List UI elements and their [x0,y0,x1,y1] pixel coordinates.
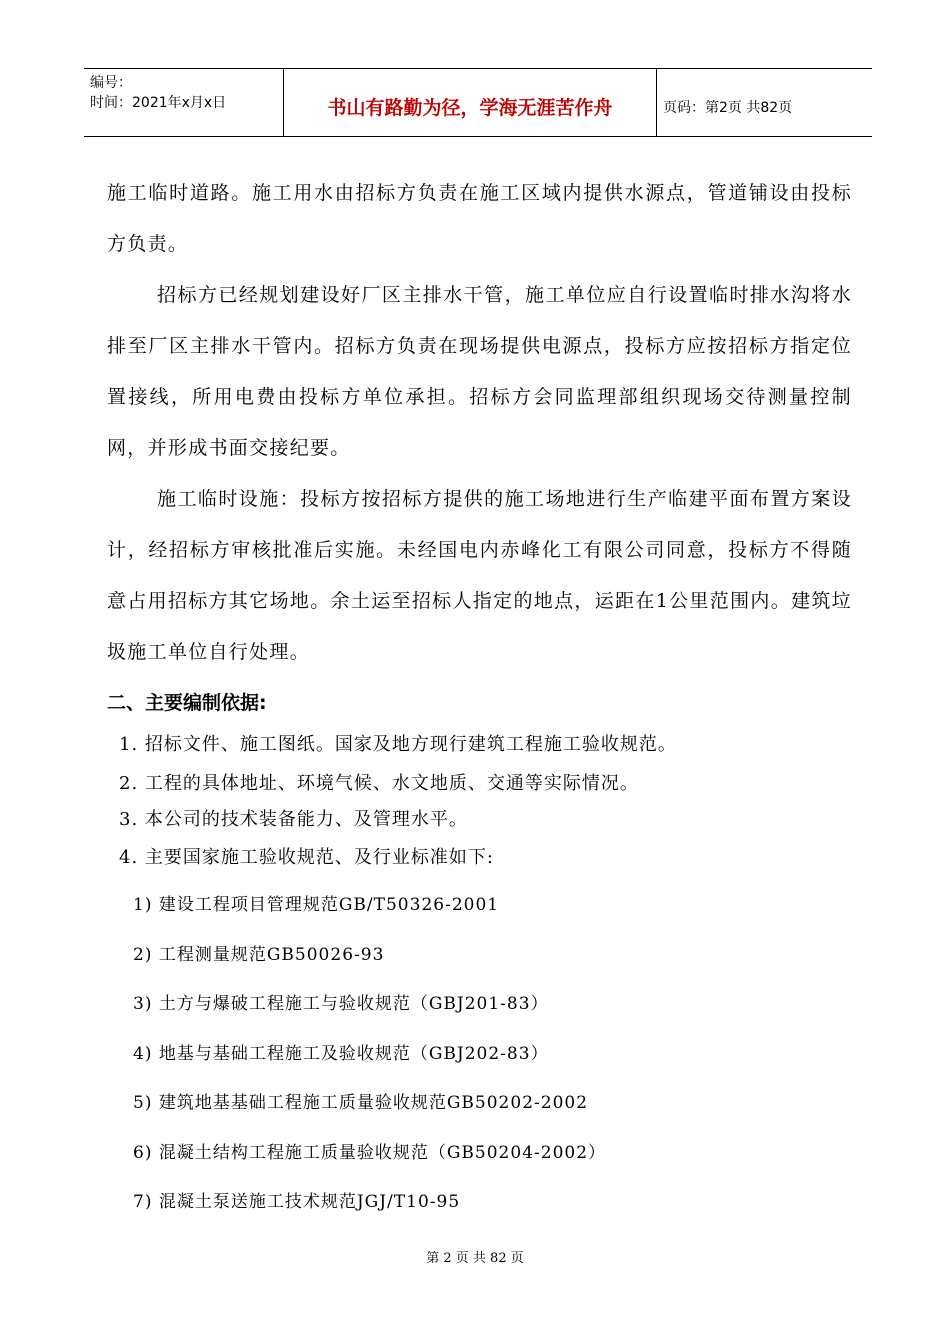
standard-item: 5) 建筑地基基础工程施工质量验收规范GB50202-2002 [133,1093,589,1113]
standard-item: 6) 混凝土结构工程施工质量验收规范（GB50204-2002） [133,1142,607,1163]
document-body [107,168,852,1239]
document-header [84,68,872,137]
header-meta [84,69,284,136]
page-footer: 第 2 页 共 82 页 [426,1251,524,1266]
basis-list [107,718,852,882]
list-item: 3. 本公司的技术装备能力、及管理水平。 [119,809,468,830]
paragraph-2: 招标方已经规划建设好厂区主排水干管，施工单位应自行设置临时排水沟将水排至厂区主排水干管内。招标方负责在现场提供电源点，投标方应按招标方指定位置接线，所用电费由投标方单位承担。招标方会同监理部组织现场交待测量控制网，并形成书面交接纪要。 [107,284,852,459]
section-title: 二、主要编制依据: [107,692,267,714]
standard-item: 4) 地基与基础工程施工及验收规范（GBJ202-83） [133,1043,549,1064]
header-date: 时间：2021年x月x日 [90,95,227,111]
standard-item: 2) 工程测量规范GB50026-93 [133,944,385,965]
list-item: 2. 工程的具体地址、环境气候、水文地质、交通等实际情况。 [119,773,639,794]
header-motto: 书山有路勤为径，学海无涯苦作舟 [284,69,657,136]
paragraph-3: 施工临时设施：投标方按招标方提供的施工场地进行生产临建平面布置方案设计，经招标方审核批准后实施。未经国电内赤峰化工有限公司同意，投标方不得随意占用招标方其它场地。余土运至招标人指定的地点，运距在1公里范围内。建筑垃圾施工单位自行处理。 [107,488,852,663]
standard-item: 7) 混凝土泵送施工技术规范JGJ/T10-95 [133,1192,461,1212]
standard-item: 3) 土方与爆破工程施工与验收规范（GBJ201-83） [133,994,549,1014]
list-item: 4. 主要国家施工验收规范、及行业标准如下: [119,847,494,868]
header-page-info: 页码：第2页 共82页 [663,99,793,116]
list-item: 1. 招标文件、施工图纸。国家及地方现行建筑工程施工验收规范。 [119,734,677,755]
header-id-label: 编号： [90,75,132,91]
paragraph-1: 施工临时道路。施工用水由招标方负责在施工区域内提供水源点，管道铺设由投标方负责。 [107,182,852,255]
standards-list [133,892,852,1239]
standard-item: 1) 建设工程项目管理规范GB/T50326-2001 [133,895,500,915]
